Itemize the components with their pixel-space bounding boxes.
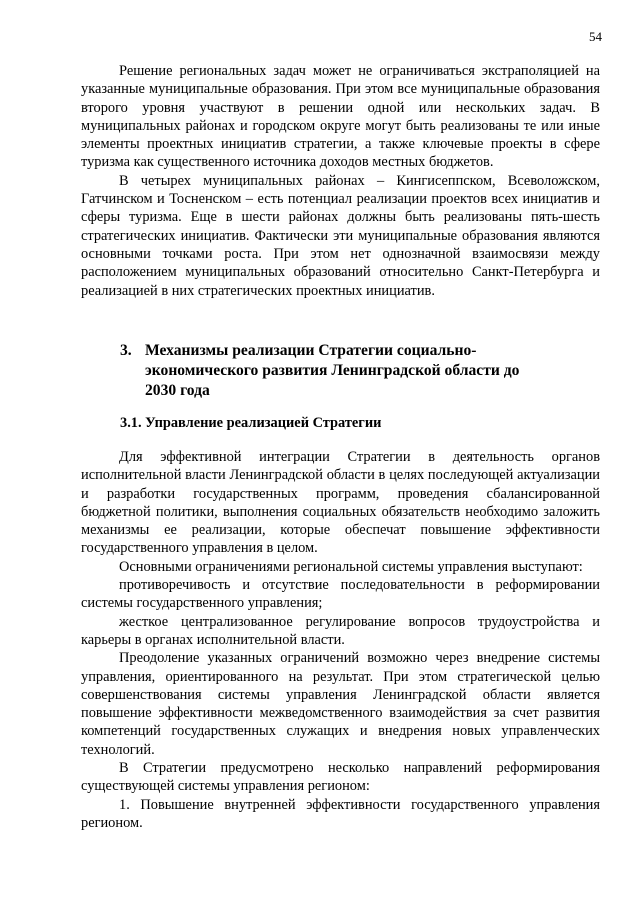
- paragraph: Для эффективной интеграции Стратегии в деятельность органов исполнительной власти Ленинградской области в целях последующей актуализации и разработки государственных программ, проведения сбалансированной бюджетной политики, выполнения социальных обязательств необходимо заложить механизмы ее реализации, которые обеспечат повышение эффективности государственного управления в целом.: [81, 449, 600, 557]
- paragraph: Преодоление указанных ограничений возможно через внедрение системы управления, ориентированного на результат. При этом стратегической целью совершенствования системы управления Ленинградской области является повышение эффективности межведомственного взаимодействия за счет развития компетенций государственных служащих и внедрения новых управленческих технологий.: [81, 650, 600, 758]
- section-number: 3.: [120, 342, 132, 359]
- paragraph: В Стратегии предусмотрено несколько направлений реформирования существующей системы управления регионом:: [81, 760, 600, 795]
- paragraph: противоречивость и отсутствие последовательности в реформировании системы государственного управления;: [81, 577, 600, 612]
- section-heading: [120, 341, 540, 401]
- intro-text: [81, 62, 600, 300]
- paragraph: 1. Повышение внутренней эффективности государственного управления регионом.: [81, 796, 600, 831]
- paragraph: Основными ограничениями региональной системы управления выступают:: [119, 558, 583, 575]
- paragraph: жесткое централизованное регулирование вопросов трудоустройства и карьеры в органах исполнительной власти.: [81, 613, 600, 648]
- paragraph: Решение региональных задач может не ограничиваться экстраполяцией на указанные муниципальные образования. При этом все муниципальные образования второго уровня участвуют в решении одной или нескольких задач. В муниципальных районах и городском округе могут быть реализованы те или иные элементы проектных инициатив стратегии, а также ключевые проекты в сфере туризма как существенного источника доходов местных бюджетов.: [81, 63, 600, 171]
- subsection-heading: 3.1. Управление реализацией Стратегии: [120, 415, 382, 431]
- page-number: 54: [589, 29, 602, 44]
- section-title: Механизмы реализации Стратегии социально-экономического развития Ленинградской области до 2030 года: [145, 342, 520, 399]
- body-text: [81, 448, 600, 832]
- paragraph: В четырех муниципальных районах – Кингисеппском, Всеволожском, Гатчинском и Тосненском – есть потенциал реализации проектов всех инициатив и сферы туризма. Еще в шести районах должны быть реализованы пять-шесть стратегических инициатив. Фактически эти муниципальные образования являются основными точками роста. При этом нет однозначной взаимосвязи между расположением муниципальных образований относительно Санкт-Петербурга и реализацией в них стратегических проектных инициатив.: [81, 172, 600, 299]
